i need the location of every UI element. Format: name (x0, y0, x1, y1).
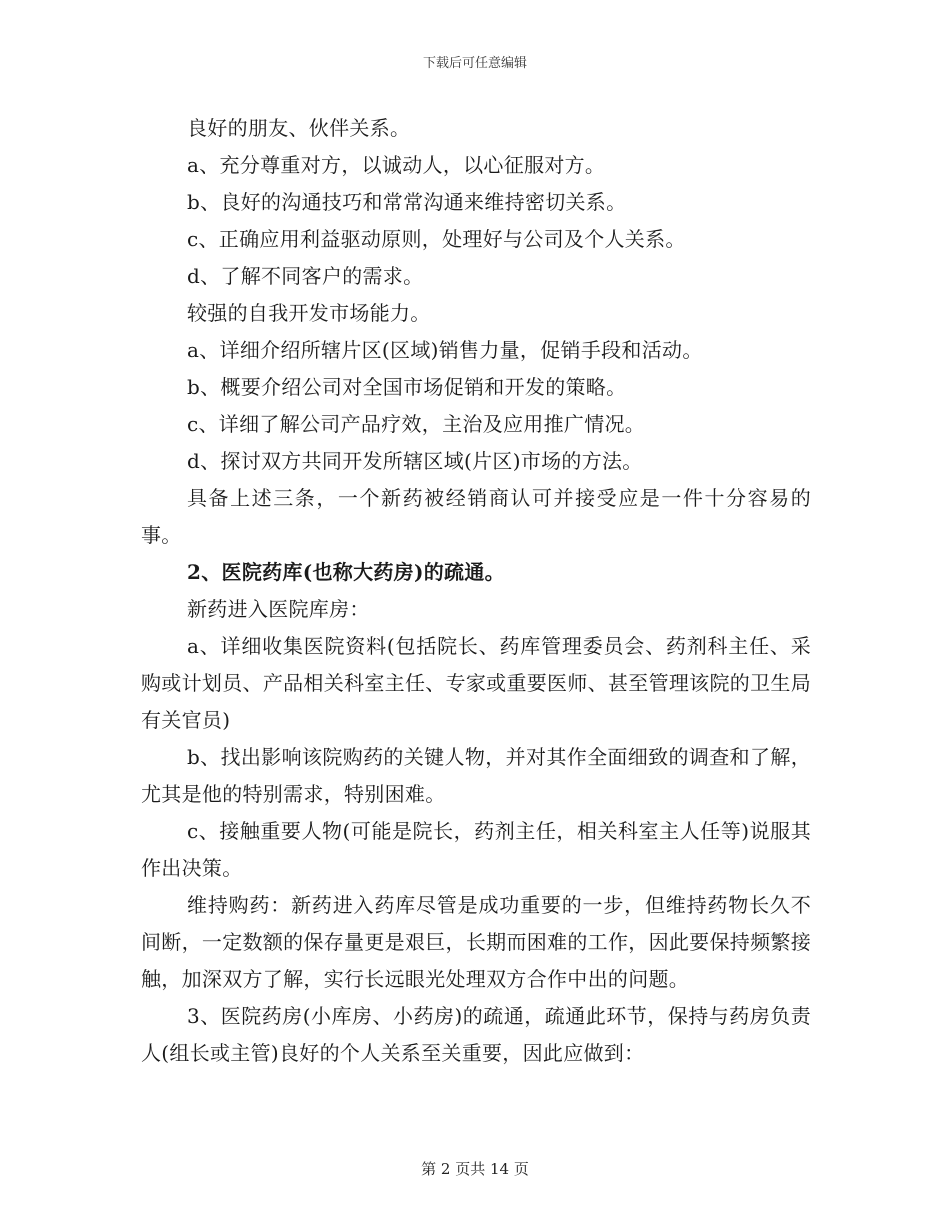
paragraph: 良好的朋友、伙伴关系。 (187, 116, 411, 140)
paragraph: 具备上述三条，一个新药被经销商认可并接受应是一件十分容易的事。 (141, 486, 811, 547)
page-header: 下载后可任意编辑 (422, 56, 527, 71)
page-number: 第 2 页共 14 页 (421, 1160, 529, 1178)
paragraph: 3、医院药房(小库房、小药房)的疏通，疏通此环节，保持与药房负责人(组长或主管)良好的个人关系至关重要，因此应做到： (141, 1004, 811, 1065)
paragraph: 较强的自我开发市场能力。 (187, 301, 431, 325)
list-item: a、详细收集医院资料(包括院长、药库管理委员会、药剂科主任、采购或计划员、产品相关科室主任、专家或重要医师、甚至管理该院的卫生局有关官员) (141, 634, 811, 732)
list-item: d、探讨双方共同开发所辖区域(片区)市场的方法。 (187, 449, 643, 473)
list-item: c、详细了解公司产品疗效，主治及应用推广情况。 (187, 412, 646, 436)
paragraph: 新药进入医院库房： (187, 597, 370, 621)
document-body (141, 110, 811, 1072)
paragraph: 维持购药：新药进入药库尽管是成功重要的一步，但维持药物长久不间断，一定数额的保存量更是艰巨，长期而困难的工作，因此要保持频繁接触，加深双方了解，实行长远眼光处理双方合作中出的问题。 (141, 893, 811, 991)
list-item: b、找出影响该院购药的关键人物，并对其作全面细致的调查和了解，尤其是他的特别需求，特别困难。 (141, 745, 811, 806)
list-item: a、充分尊重对方，以诚动人，以心征服对方。 (187, 153, 606, 177)
list-item: c、正确应用利益驱动原则，处理好与公司及个人关系。 (187, 227, 686, 251)
list-item: b、概要介绍公司对全国市场促销和开发的策略。 (187, 375, 627, 399)
list-item: d、了解不同客户的需求。 (187, 264, 424, 288)
list-item: c、接触重要人物(可能是院长，药剂主任，相关科室主人任等)说服其作出决策。 (141, 819, 811, 880)
section-heading: 2、医院药库(也称大药房)的疏通。 (187, 560, 505, 584)
list-item: a、详细介绍所辖片区(区域)销售力量，促销手段和活动。 (187, 338, 703, 362)
list-item: b、良好的沟通技巧和常常沟通来维持密切关系。 (187, 190, 627, 214)
